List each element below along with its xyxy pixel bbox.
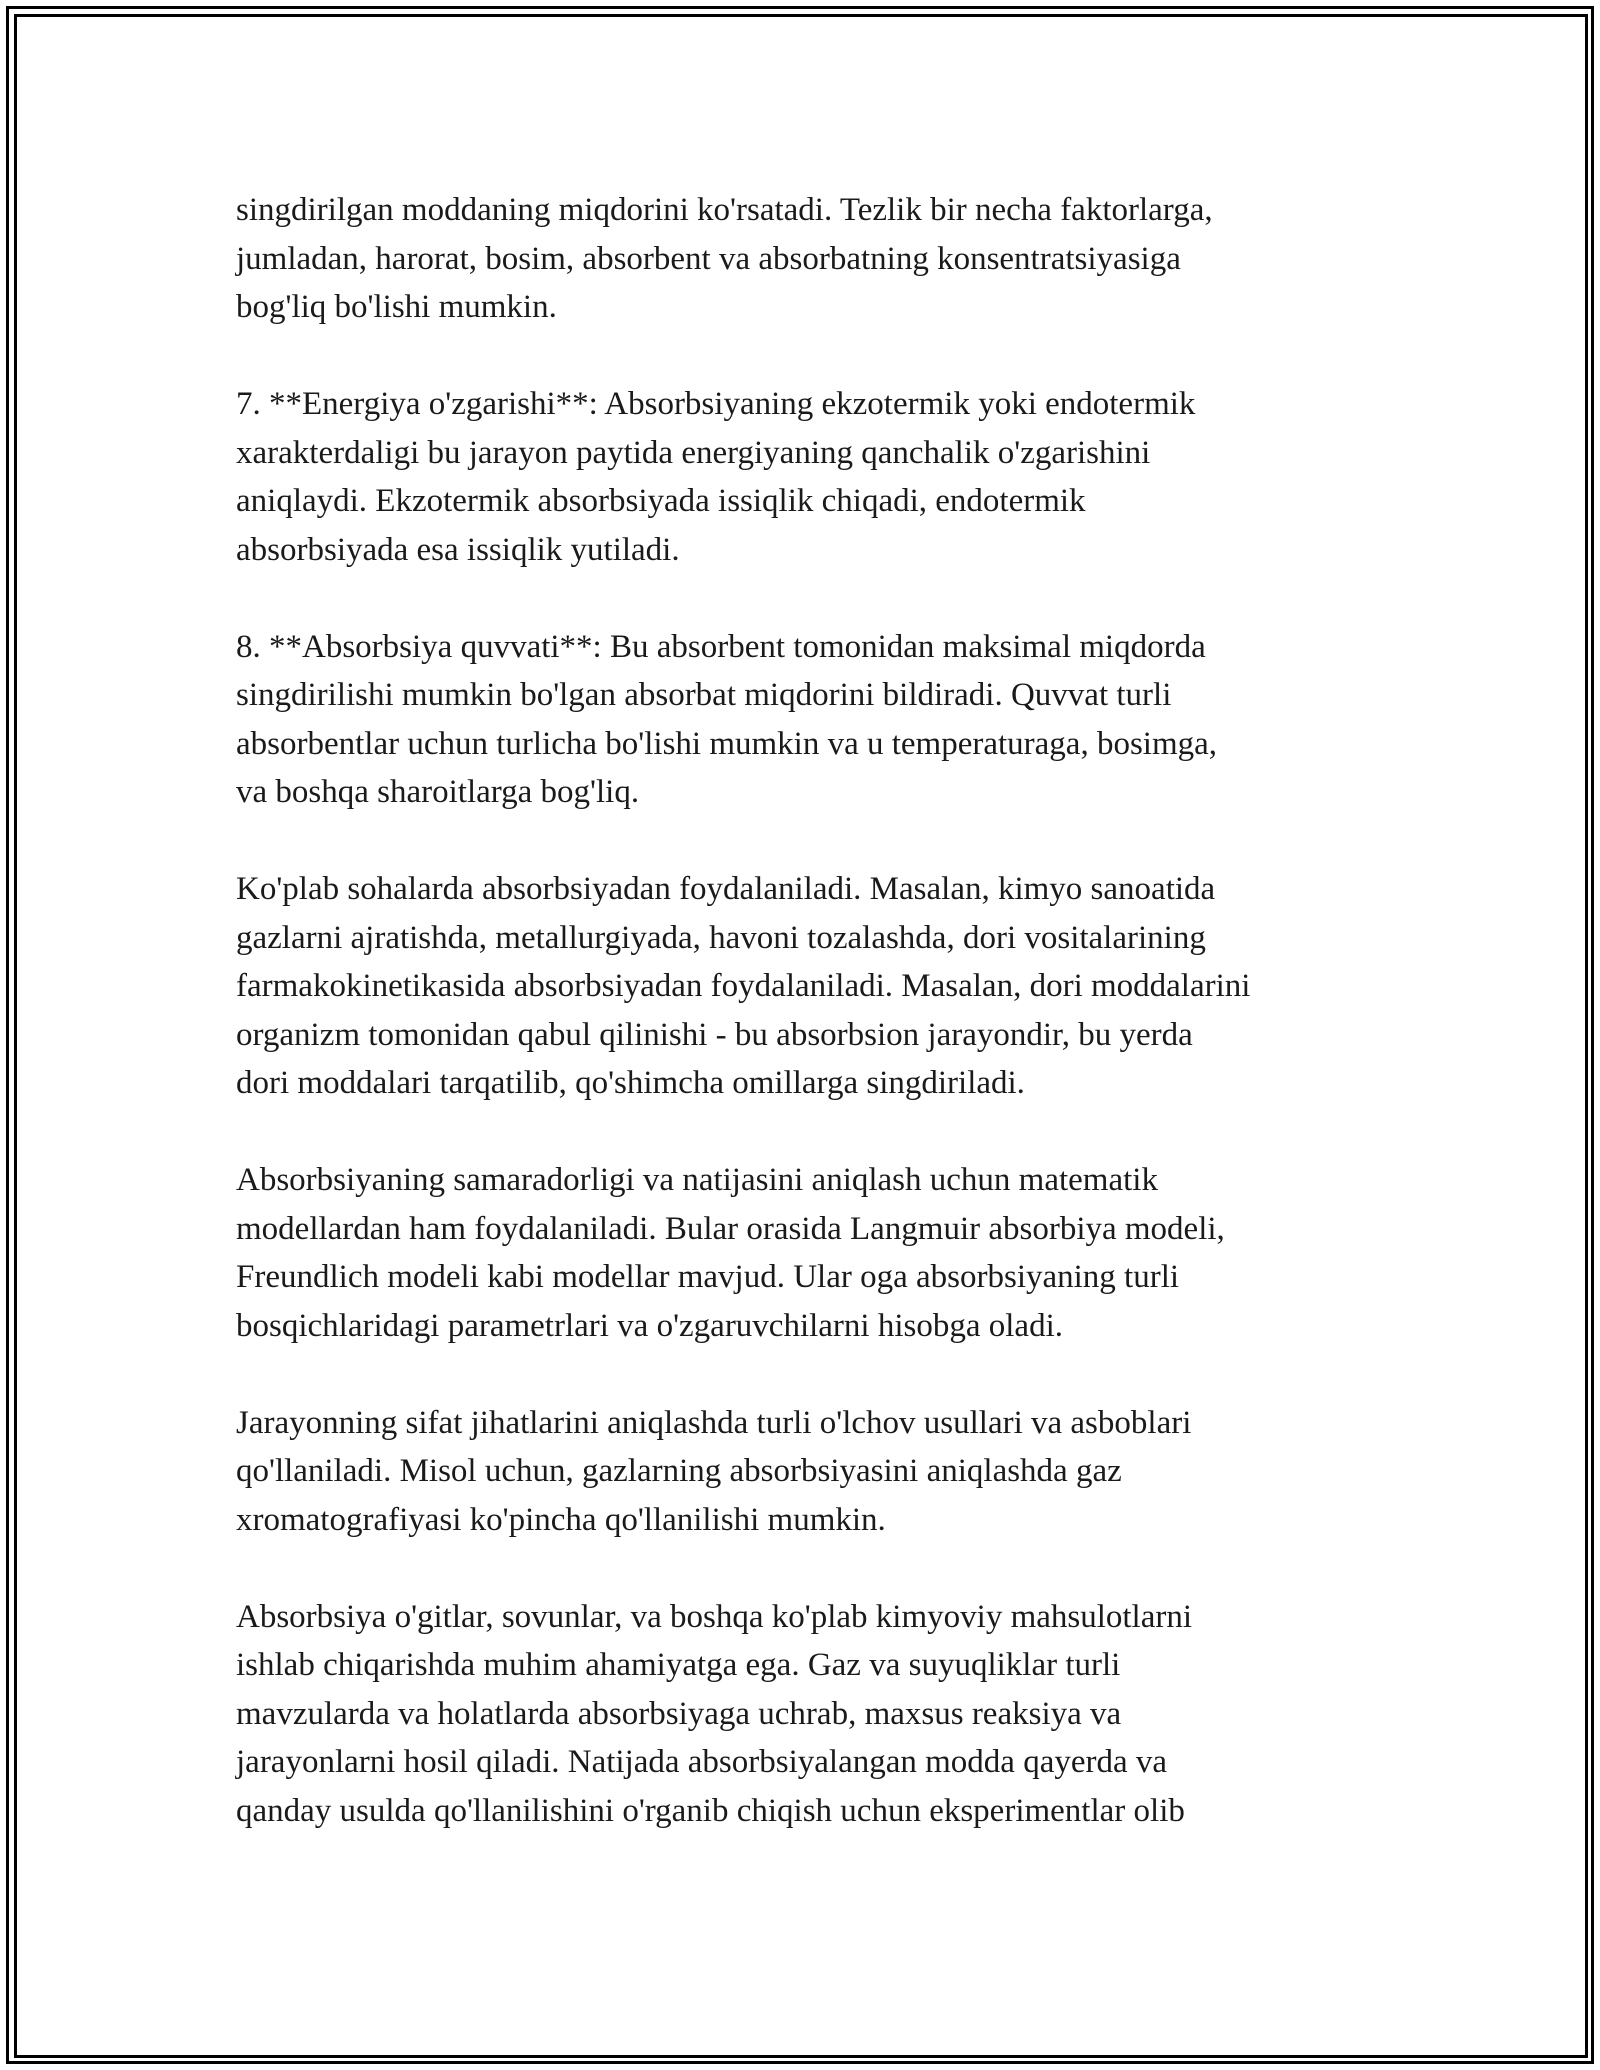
text-line: farmakokinetikasida absorbsiyadan foydalaniladi. Masalan, dori moddalarini: [236, 968, 1251, 1004]
paragraph-applications: [236, 865, 1376, 1108]
text-line: 8. **Absorbsiya quvvati**: Bu absorbent tomonidan maksimal miqdorda: [236, 628, 1206, 665]
text-line: absorbsiyada esa issiqlik yutiladi.: [236, 531, 680, 568]
text-line: Absorbsiyaning samaradorligi va natijasini aniqlash uchun matematik: [236, 1162, 1158, 1198]
text-line: ishlab chiqarishda muhim ahamiyatga ega. Gaz va suyuqliklar turli: [236, 1647, 1121, 1683]
document-body: [236, 186, 1376, 1884]
text-line: dori moddalari tarqatilib, qo'shimcha omillarga singdiriladi.: [236, 1065, 1025, 1101]
text-line: gazlarni ajratishda, metallurgiyada, havoni tozalashda, dori vositalarining: [236, 919, 1206, 956]
text-line: singdirilishi mumkin bo'lgan absorbat miqdorini bildiradi. Quvvat turli: [236, 677, 1172, 713]
text-line: singdirilgan moddaning miqdorini ko'rsatadi. Tezlik bir necha faktorlarga,: [236, 192, 1213, 228]
paragraph-mathematical-models: [236, 1156, 1376, 1350]
text-line: jarayonlarni hosil qiladi. Natijada absorbsiyalangan modda qayerda va: [236, 1744, 1168, 1780]
paragraph-industrial-production: [236, 1593, 1376, 1836]
paragraph-absorption-rate: [236, 186, 1376, 332]
text-line: Ko'plab sohalarda absorbsiyadan foydalaniladi. Masalan, kimyo sanoatida: [236, 871, 1216, 907]
text-line: qanday usulda qo'llanilishini o'rganib chiqish uchun eksperimentlar olib: [236, 1792, 1185, 1829]
text-line: modellardan ham foydalaniladi. Bular orasida Langmuir absorbiya modeli,: [236, 1210, 1225, 1247]
paragraph-energy-change: [236, 380, 1376, 574]
text-line: Freundlich modeli kabi modellar mavjud. Ular oga absorbsiyaning turli: [236, 1259, 1180, 1295]
text-line: Jarayonning sifat jihatlarini aniqlashda turli o'lchov usullari va asboblari: [236, 1404, 1192, 1441]
text-line: qo'llaniladi. Misol uchun, gazlarning absorbsiyasini aniqlashda gaz: [236, 1453, 1122, 1489]
text-line: va boshqa sharoitlarga bog'liq.: [236, 774, 640, 810]
text-line: xarakterdaligi bu jarayon paytida energiyaning qanchalik o'zgarishini: [236, 434, 1151, 471]
text-line: bosqichlaridagi parametrlari va o'zgaruvchilarni hisobga oladi.: [236, 1307, 1063, 1344]
text-line: absorbentlar uchun turlicha bo'lishi mumkin va u temperaturaga, bosimga,: [236, 725, 1218, 762]
text-line: jumladan, harorat, bosim, absorbent va absorbatning konsentratsiyasiga: [236, 240, 1181, 277]
text-line: xromatografiyasi ko'pincha qo'llanilishi mumkin.: [236, 1501, 886, 1538]
text-line: 7. **Energiya o'zgarishi**: Absorbsiyaning ekzotermik yoki endotermik: [236, 386, 1196, 422]
text-line: Absorbsiya o'gitlar, sovunlar, va boshqa ko'plab kimyoviy mahsulotlarni: [236, 1598, 1193, 1635]
paragraph-absorption-capacity: [236, 623, 1376, 817]
paragraph-measurement-methods: [236, 1399, 1376, 1545]
text-line: organizm tomonidan qabul qilinishi - bu absorbsion jarayondir, bu yerda: [236, 1016, 1193, 1053]
text-line: mavzularda va holatlarda absorbsiyaga uchrab, maxsus reaksiya va: [236, 1695, 1122, 1732]
text-line: bog'liq bo'lishi mumkin.: [236, 289, 557, 325]
text-line: aniqlaydi. Ekzotermik absorbsiyada issiqlik chiqadi, endotermik: [236, 483, 1086, 519]
